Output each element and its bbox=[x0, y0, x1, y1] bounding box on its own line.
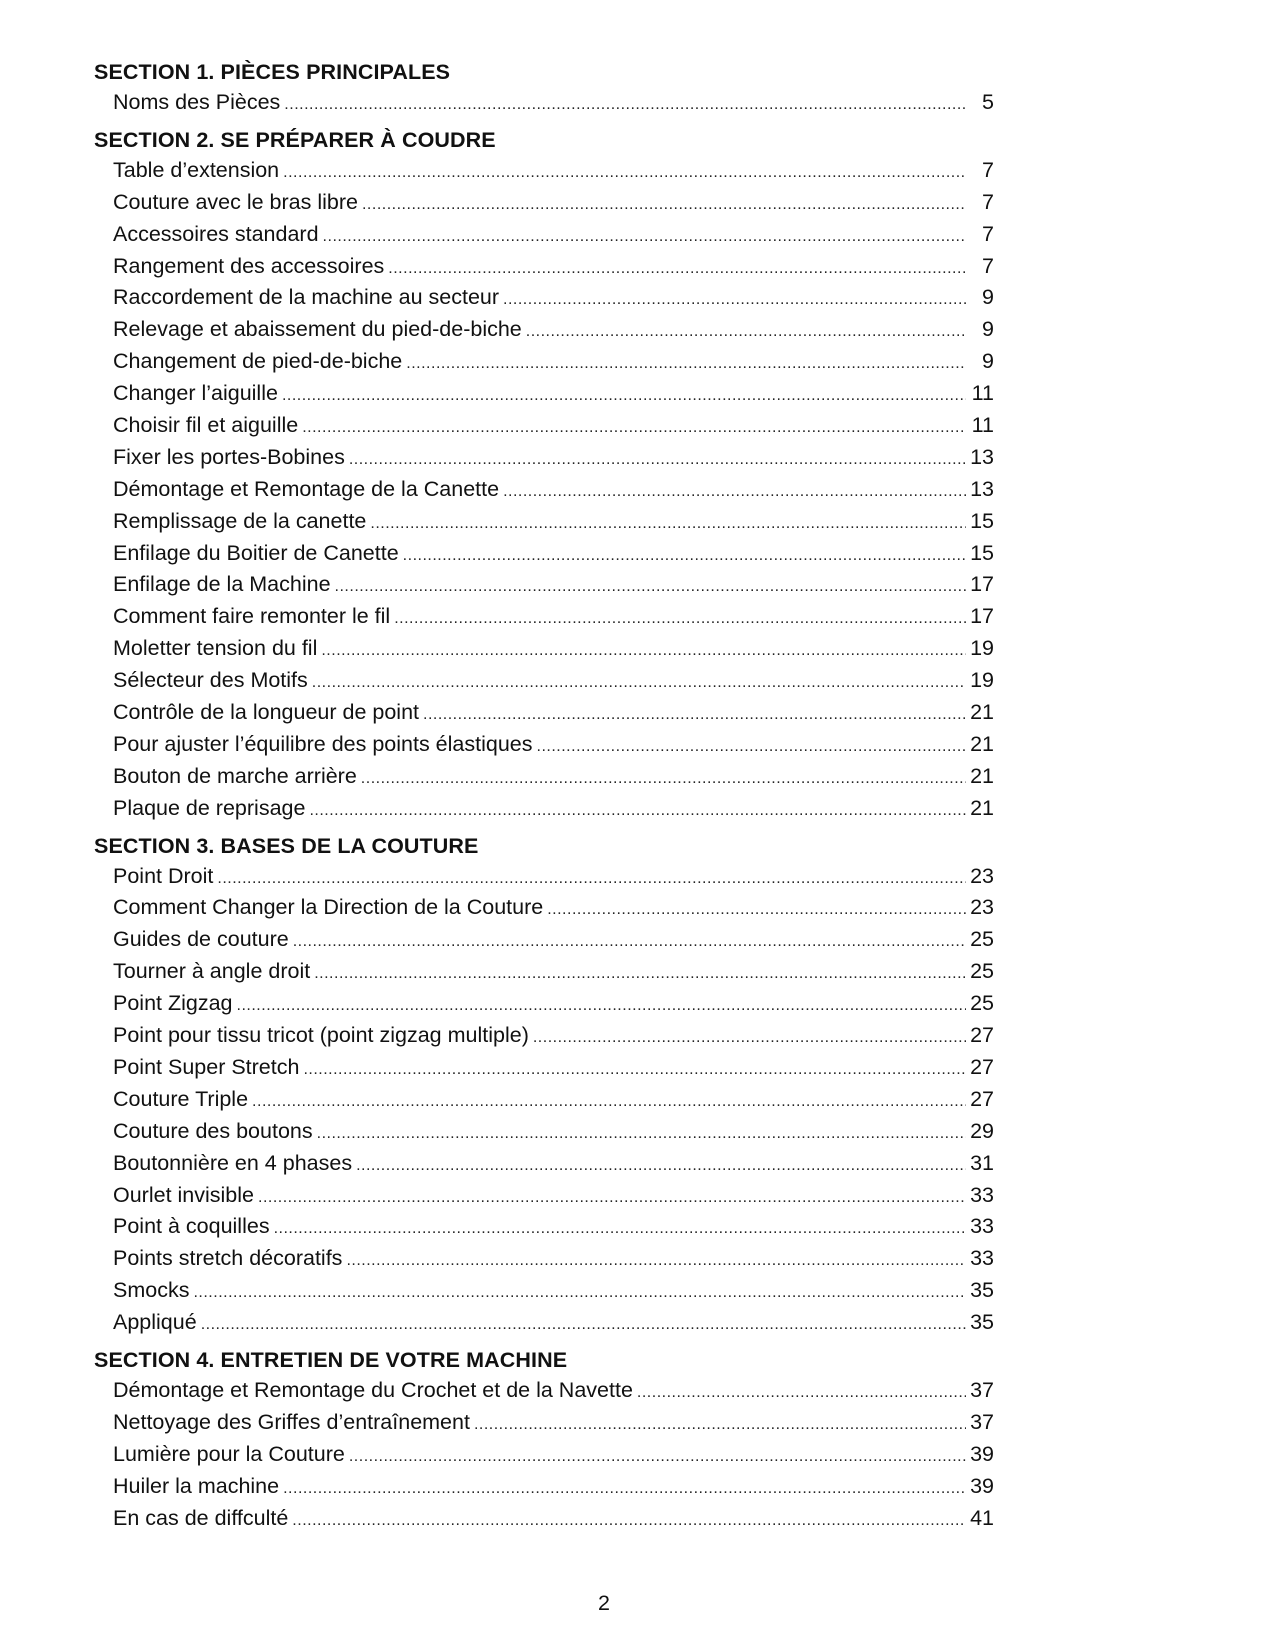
dot-leader bbox=[537, 731, 967, 763]
entry-label: Smocks bbox=[113, 1278, 190, 1303]
entry-label: Ourlet invisible bbox=[113, 1182, 254, 1207]
entry-label: Fixer les portes-Bobines bbox=[113, 444, 345, 469]
entry-label: Table d’extension bbox=[113, 157, 280, 182]
entry-page-number: 19 bbox=[970, 668, 994, 693]
dot-leader bbox=[252, 1086, 966, 1118]
entry-page-number: 21 bbox=[970, 731, 994, 756]
entry-label: Point Super Stretch bbox=[113, 1054, 300, 1079]
entry-label: Pour ajuster l’équilibre des points élastiques bbox=[113, 731, 533, 756]
dot-leader bbox=[201, 1309, 966, 1341]
entry-page-number: 39 bbox=[970, 1441, 994, 1466]
page-number: 2 bbox=[598, 1591, 610, 1615]
toc-entry bbox=[94, 1116, 994, 1148]
dot-leader bbox=[217, 863, 966, 895]
entry-label: Point pour tissu tricot (point zigzag multiple) bbox=[113, 1023, 529, 1048]
entry-page-number: 21 bbox=[970, 795, 994, 820]
toc-entry bbox=[94, 697, 994, 729]
entry-label: Point Zigzag bbox=[113, 991, 233, 1016]
toc-entry bbox=[94, 1020, 994, 1052]
dot-leader bbox=[388, 253, 966, 285]
dot-leader bbox=[394, 603, 966, 635]
dot-leader bbox=[335, 571, 966, 603]
entry-page-number: 11 bbox=[971, 413, 994, 438]
dot-leader bbox=[309, 795, 966, 827]
dot-leader bbox=[423, 699, 966, 731]
dot-leader bbox=[349, 1441, 966, 1473]
entry-page-number: 33 bbox=[970, 1182, 994, 1207]
dot-leader bbox=[370, 508, 966, 540]
toc-entry bbox=[94, 1275, 994, 1307]
entry-page-number: 29 bbox=[970, 1118, 994, 1143]
toc-entry bbox=[94, 1375, 994, 1407]
entry-page-number: 7 bbox=[982, 253, 994, 278]
toc-entry bbox=[94, 1211, 994, 1243]
entry-label: Remplissage de la canette bbox=[113, 508, 367, 533]
dot-leader bbox=[283, 1473, 966, 1505]
entry-label: Changer l’aiguille bbox=[113, 381, 278, 406]
entry-label: Tourner à angle droit bbox=[113, 959, 311, 984]
dot-leader bbox=[193, 1277, 966, 1309]
entry-page-number: 23 bbox=[970, 863, 994, 888]
toc-entry bbox=[94, 1307, 994, 1339]
toc-entry bbox=[94, 442, 994, 474]
entry-page-number: 37 bbox=[970, 1409, 994, 1434]
entry-label: Démontage et Remontage de la Canette bbox=[113, 476, 500, 501]
entry-page-number: 17 bbox=[970, 604, 994, 629]
entry-label: Couture avec le bras libre bbox=[113, 189, 358, 214]
dot-leader bbox=[503, 476, 966, 508]
entry-page-number: 39 bbox=[970, 1473, 994, 1498]
toc-entry bbox=[94, 793, 994, 825]
dot-leader bbox=[403, 540, 966, 572]
dot-leader bbox=[302, 412, 966, 444]
dot-leader bbox=[362, 189, 966, 221]
entry-page-number: 9 bbox=[982, 349, 994, 374]
entry-page-number: 35 bbox=[970, 1310, 994, 1335]
entry-page-number: 25 bbox=[970, 959, 994, 984]
dot-leader bbox=[317, 1118, 966, 1150]
entry-page-number: 27 bbox=[970, 1086, 994, 1111]
entry-label: Couture des boutons bbox=[113, 1118, 313, 1143]
toc-entry bbox=[94, 219, 994, 251]
toc-entry bbox=[94, 1148, 994, 1180]
entry-page-number: 33 bbox=[970, 1214, 994, 1239]
dot-leader bbox=[547, 894, 966, 926]
toc-entry bbox=[94, 988, 994, 1020]
entry-page-number: 15 bbox=[970, 508, 994, 533]
dot-leader bbox=[406, 348, 966, 380]
entry-page-number: 7 bbox=[982, 221, 994, 246]
toc-entry bbox=[94, 892, 994, 924]
toc-entry bbox=[94, 474, 994, 506]
toc-entry bbox=[94, 506, 994, 538]
dot-leader bbox=[323, 221, 966, 253]
dot-leader bbox=[282, 380, 966, 412]
toc-section bbox=[94, 125, 994, 825]
toc-entry bbox=[94, 924, 994, 956]
section-entries bbox=[94, 155, 994, 825]
dot-leader bbox=[637, 1377, 966, 1409]
entry-label: Relevage et abaissement du pied-de-biche bbox=[113, 317, 522, 342]
dot-leader bbox=[356, 1150, 966, 1182]
toc-entry bbox=[94, 378, 994, 410]
toc-entry bbox=[94, 1439, 994, 1471]
entry-label: Point Droit bbox=[113, 863, 214, 888]
toc-entry bbox=[94, 1503, 994, 1535]
entry-label: Point à coquilles bbox=[113, 1214, 270, 1239]
entry-page-number: 33 bbox=[970, 1246, 994, 1271]
entry-page-number: 37 bbox=[970, 1377, 994, 1402]
toc-entry bbox=[94, 569, 994, 601]
dot-leader bbox=[361, 763, 966, 795]
entry-label: Accessoires standard bbox=[113, 221, 319, 246]
entry-page-number: 27 bbox=[970, 1023, 994, 1048]
entry-page-number: 25 bbox=[970, 927, 994, 952]
section-entries bbox=[94, 1375, 994, 1534]
dot-leader bbox=[237, 990, 966, 1022]
entry-page-number: 17 bbox=[970, 572, 994, 597]
dot-leader bbox=[503, 284, 966, 316]
entry-page-number: 21 bbox=[970, 700, 994, 725]
dot-leader bbox=[293, 926, 966, 958]
section-title: SECTION 4. ENTRETIEN DE VOTRE MACHINE bbox=[94, 1347, 568, 1372]
entry-page-number: 13 bbox=[970, 444, 994, 469]
entry-label: Rangement des accessoires bbox=[113, 253, 385, 278]
entry-label: Comment Changer la Direction de la Couture bbox=[113, 895, 544, 920]
toc-entry bbox=[94, 956, 994, 988]
entry-page-number: 13 bbox=[970, 476, 994, 501]
entry-label: Raccordement de la machine au secteur bbox=[113, 285, 500, 310]
table-of-contents bbox=[94, 57, 994, 1534]
entry-label: Enfilage de la Machine bbox=[113, 572, 331, 597]
toc-entry bbox=[94, 155, 994, 187]
entry-page-number: 25 bbox=[970, 991, 994, 1016]
entry-label: Contrôle de la longueur de point bbox=[113, 700, 419, 725]
toc-entry bbox=[94, 1407, 994, 1439]
dot-leader bbox=[321, 635, 966, 667]
entry-label: Changement de pied-de-biche bbox=[113, 349, 403, 374]
toc-entry bbox=[94, 1471, 994, 1503]
dot-leader bbox=[312, 667, 966, 699]
section-entries bbox=[94, 87, 994, 119]
entry-label: Nettoyage des Griffes d’entraînement bbox=[113, 1409, 470, 1434]
entry-label: Boutonnière en 4 phases bbox=[113, 1150, 353, 1175]
toc-entry bbox=[94, 761, 994, 793]
toc-section bbox=[94, 831, 994, 1339]
entry-page-number: 21 bbox=[970, 763, 994, 788]
toc-entry bbox=[94, 346, 994, 378]
dot-leader bbox=[258, 1182, 966, 1214]
entry-page-number: 27 bbox=[970, 1054, 994, 1079]
dot-leader bbox=[314, 958, 966, 990]
dot-leader bbox=[349, 444, 966, 476]
entry-page-number: 35 bbox=[970, 1278, 994, 1303]
toc-section bbox=[94, 1345, 994, 1534]
toc-entry bbox=[94, 665, 994, 697]
toc-entry bbox=[94, 1243, 994, 1275]
section-entries bbox=[94, 861, 994, 1339]
entry-label: Démontage et Remontage du Crochet et de la Navette bbox=[113, 1377, 633, 1402]
section-title: SECTION 1. PIÈCES PRINCIPALES bbox=[94, 60, 451, 84]
entry-label: Points stretch décoratifs bbox=[113, 1246, 343, 1271]
toc-entry bbox=[94, 601, 994, 633]
entry-page-number: 9 bbox=[982, 317, 994, 342]
toc-entry bbox=[94, 729, 994, 761]
toc-entry bbox=[94, 538, 994, 570]
dot-leader bbox=[284, 89, 966, 121]
entry-label: Appliqué bbox=[113, 1310, 197, 1335]
entry-label: Huiler la machine bbox=[113, 1473, 280, 1498]
section-title: SECTION 2. SE PRÉPARER À COUDRE bbox=[94, 127, 496, 152]
dot-leader bbox=[274, 1213, 966, 1245]
dot-leader bbox=[474, 1409, 966, 1441]
toc-entry bbox=[94, 251, 994, 283]
entry-page-number: 15 bbox=[970, 540, 994, 565]
dot-leader bbox=[526, 316, 966, 348]
entry-label: Choisir fil et aiguille bbox=[113, 413, 299, 438]
toc-entry bbox=[94, 187, 994, 219]
entry-label: Moletter tension du fil bbox=[113, 636, 318, 661]
entry-page-number: 23 bbox=[970, 895, 994, 920]
toc-entry bbox=[94, 861, 994, 893]
entry-page-number: 7 bbox=[982, 157, 994, 182]
entry-label: Plaque de reprisage bbox=[113, 795, 306, 820]
entry-page-number: 31 bbox=[970, 1150, 994, 1175]
section-title: SECTION 3. BASES DE LA COUTURE bbox=[94, 833, 479, 858]
dot-leader bbox=[292, 1505, 966, 1537]
entry-page-number: 19 bbox=[970, 636, 994, 661]
toc-entry bbox=[94, 1084, 994, 1116]
entry-label: Noms des Pièces bbox=[113, 90, 281, 114]
dot-leader bbox=[533, 1022, 966, 1054]
entry-label: Couture Triple bbox=[113, 1086, 249, 1111]
entry-label: Lumière pour la Couture bbox=[113, 1441, 345, 1466]
toc-entry bbox=[94, 282, 994, 314]
toc-entry bbox=[94, 314, 994, 346]
entry-label: Bouton de marche arrière bbox=[113, 763, 357, 788]
entry-label: Comment faire remonter le fil bbox=[113, 604, 391, 629]
entry-page-number: 7 bbox=[982, 189, 994, 214]
dot-leader bbox=[346, 1245, 966, 1277]
toc-entry bbox=[94, 633, 994, 665]
entry-label: En cas de diffculté bbox=[113, 1505, 289, 1530]
toc-section bbox=[94, 57, 994, 119]
toc-entry bbox=[94, 410, 994, 442]
entry-page-number: 41 bbox=[970, 1505, 994, 1530]
entry-label: Sélecteur des Motifs bbox=[113, 668, 308, 693]
entry-page-number: 9 bbox=[982, 285, 994, 310]
toc-entry bbox=[94, 1180, 994, 1212]
dot-leader bbox=[303, 1054, 966, 1086]
toc-entry bbox=[94, 87, 994, 119]
entry-label: Enfilage du Boitier de Canette bbox=[113, 540, 399, 565]
entry-label: Guides de couture bbox=[113, 927, 289, 952]
dot-leader bbox=[283, 157, 966, 189]
entry-page-number: 5 bbox=[982, 90, 994, 114]
toc-entry bbox=[94, 1052, 994, 1084]
entry-page-number: 11 bbox=[971, 381, 994, 406]
